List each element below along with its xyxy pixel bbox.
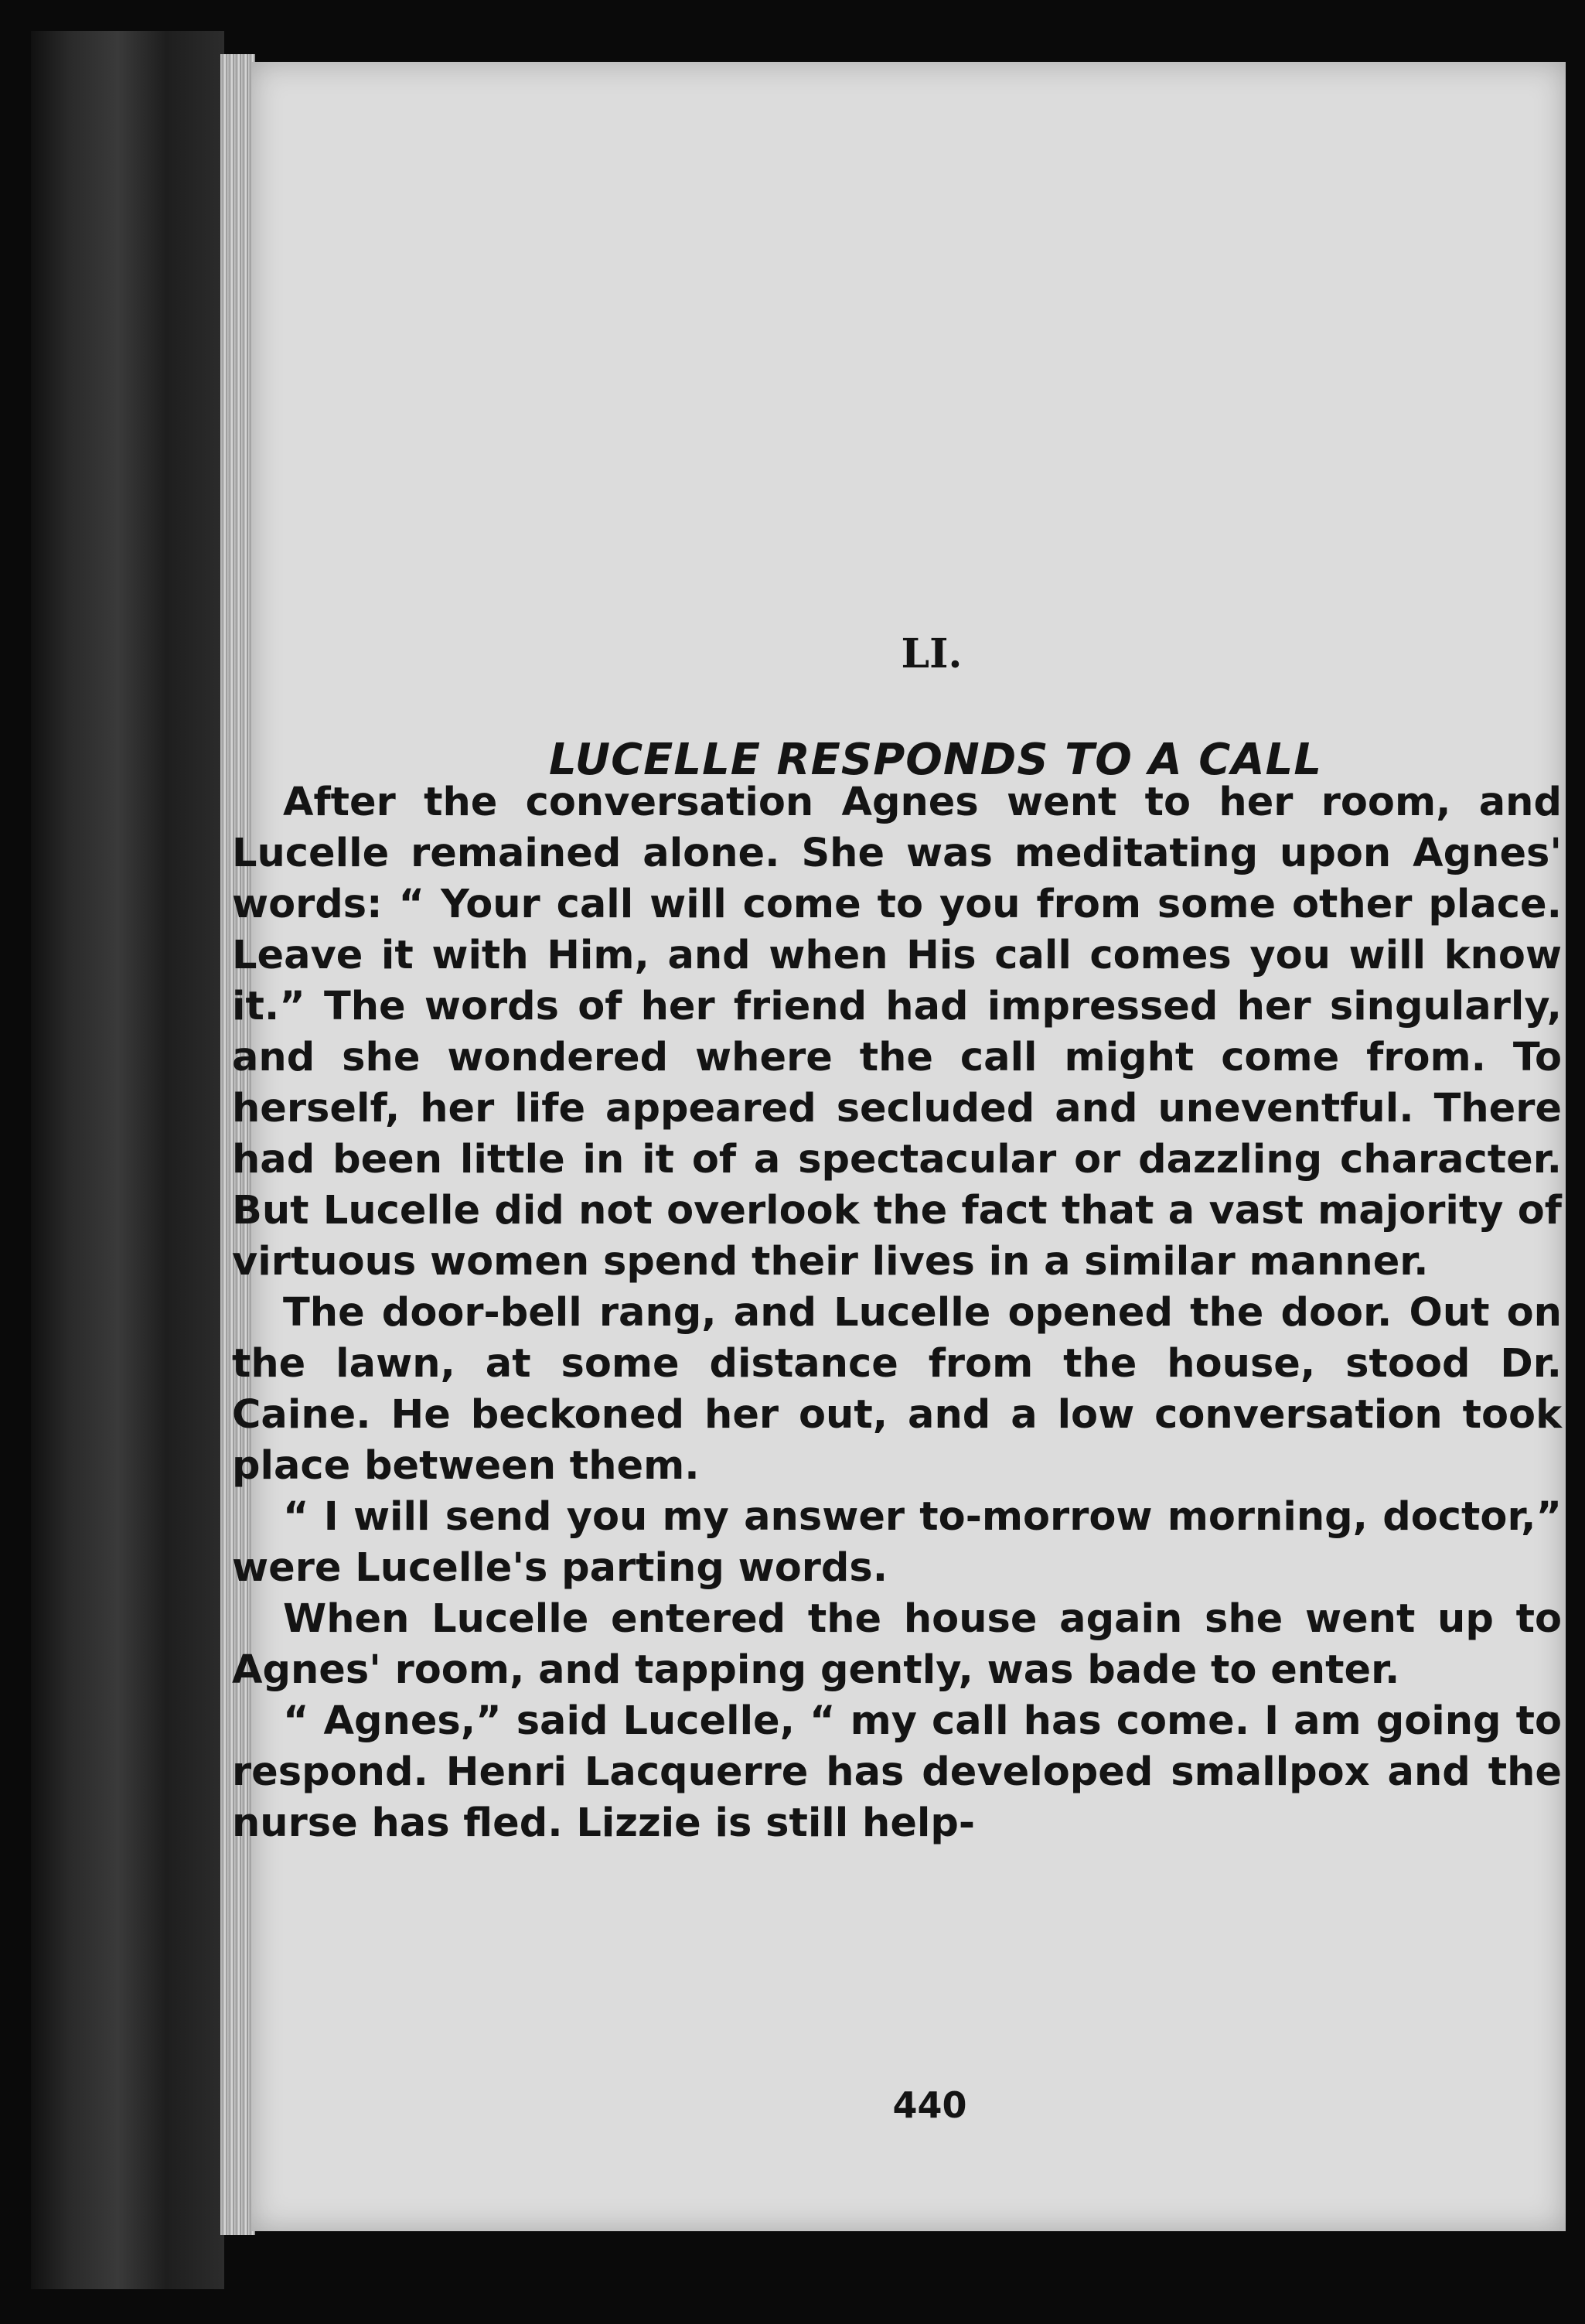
chapter-title: LUCELLE RESPONDS TO A CALL	[548, 735, 1323, 785]
page-number: 440	[892, 2084, 967, 2126]
chapter-number: LI.	[901, 630, 963, 677]
paragraph: When Lucelle entered the house again she went up to Agnes' room, and tapping gently, was bade to enter.	[232, 1596, 1562, 1693]
paragraph: After the conversation Agnes went to her room, and Lucelle remained alone. She was meditating upon Agnes' words: “ Your call will come to you from some other place. Leave it with Him, and when His call comes you will know it.” The words of her friend had impressed her singularly, and she wondered where the call might come from. To herself, her life appeared secluded and uneventful. There had been little in it of a spectacular or dazzling character. But Lucelle did not overlook the fact that a vast majority of virtuous women spend their lives in a similar manner.	[232, 780, 1562, 1285]
paragraph: “ I will send you my answer to-morrow morning, doctor,” were Lucelle's parting words.	[232, 1494, 1562, 1591]
chapter-body	[232, 777, 1562, 1849]
paragraph: The door-bell rang, and Lucelle opened the door. Out on the lawn, at some distance from the house, stood Dr. Caine. He beckoned her out, and a low conversation took place between them.	[232, 1290, 1562, 1489]
paragraph: “ Agnes,” said Lucelle, “ my call has come. I am going to respond. Henri Lacquerre has developed smallpox and the nurse has fled. Lizzie is still help-	[232, 1698, 1562, 1846]
book-spine	[31, 31, 224, 2289]
